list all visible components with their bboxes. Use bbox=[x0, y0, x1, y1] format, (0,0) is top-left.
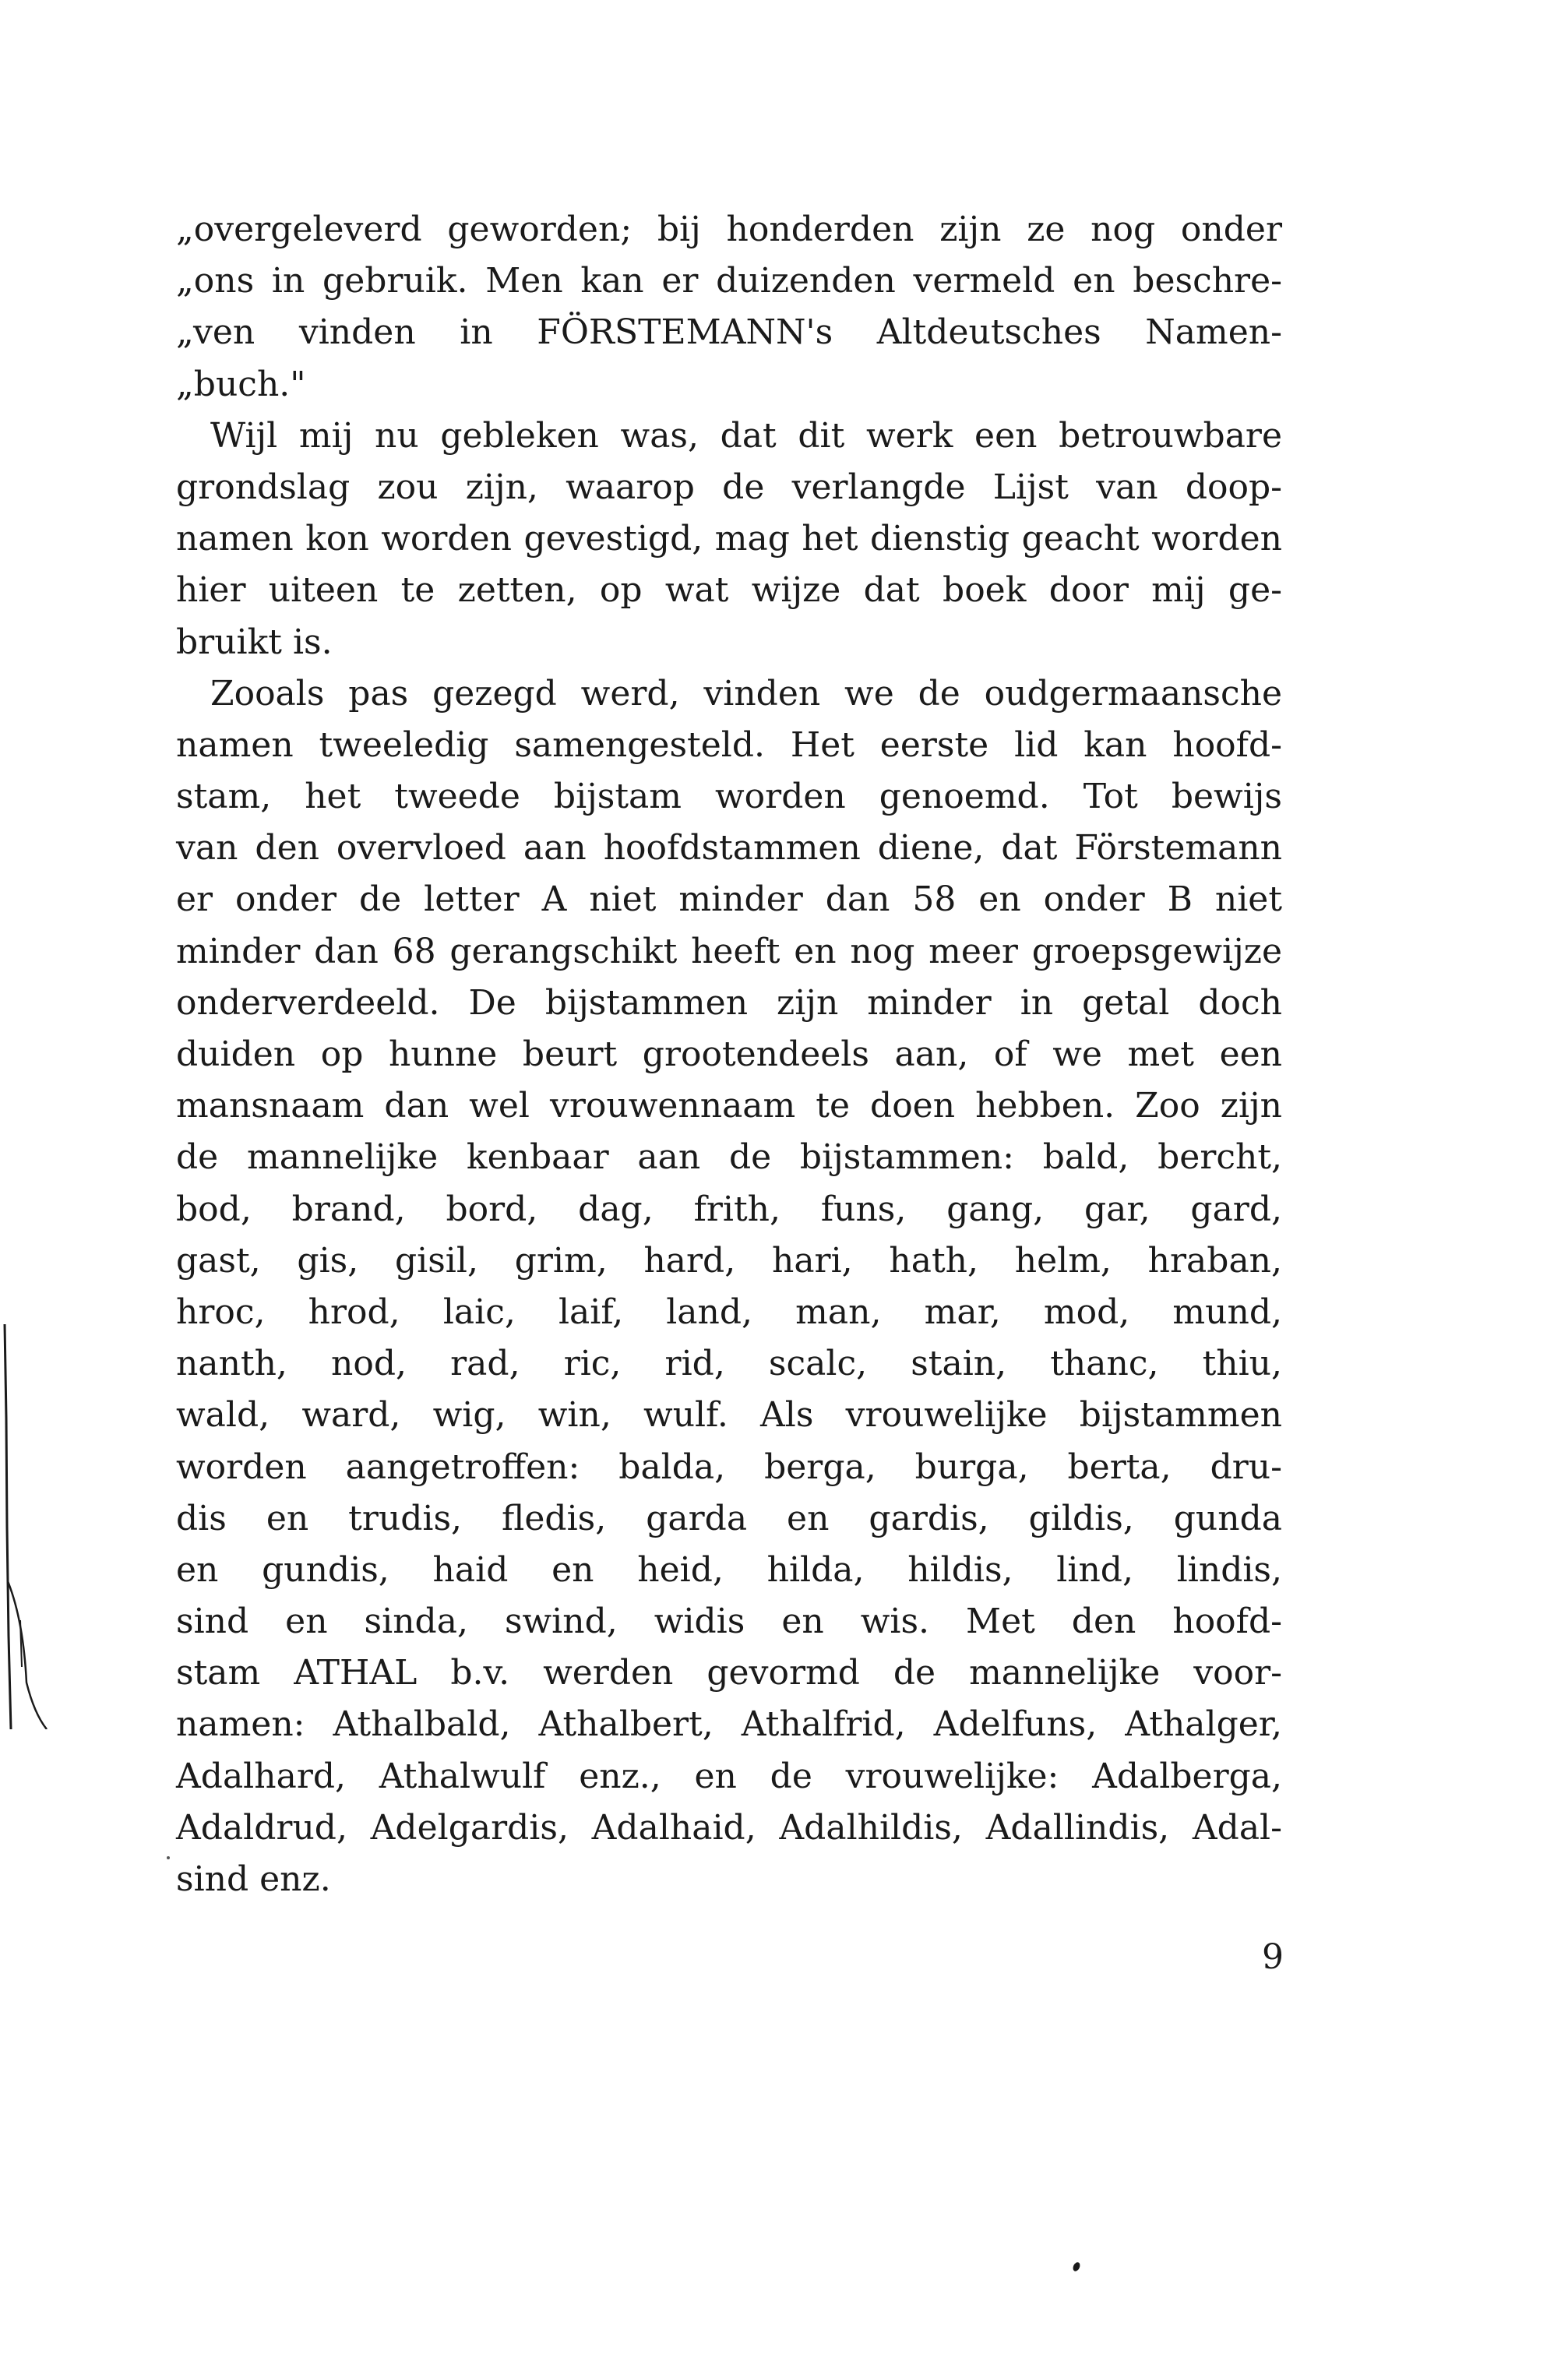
text-line: namen: Athalbald, Athalbert, Athalfrid, Adelfuns, Athalger, bbox=[176, 1704, 1282, 1745]
text-line: sind enz. bbox=[176, 1859, 331, 1899]
text-line: Zooals pas gezegd werd, vinden we de oudgermaansche bbox=[210, 673, 1282, 714]
text-line: onderverdeeld. De bijstammen zijn minder in getal doch bbox=[176, 982, 1282, 1023]
text-line: worden aangetroffen: balda, berga, burga, berta, dru- bbox=[176, 1447, 1282, 1487]
scan-edge-artifact bbox=[0, 1324, 62, 1729]
text-line: hroc, hrod, laic, laif, land, man, mar, mod, mund, bbox=[176, 1292, 1282, 1332]
text-line: er onder de letter A niet minder dan 58 en onder B niet bbox=[176, 879, 1282, 920]
text-line: dis en trudis, fledis, garda en gardis, gildis, gunda bbox=[176, 1498, 1282, 1538]
text-line: Adalhard, Athalwulf enz., en de vrouwelijke: Adalberga, bbox=[176, 1756, 1282, 1796]
body-text bbox=[176, 204, 1282, 1905]
text-line: nanth, nod, rad, ric, rid, scalc, stain, thanc, thiu, bbox=[176, 1344, 1282, 1384]
text-line: namen kon worden gevestigd, mag het dienstig geacht worden bbox=[176, 519, 1282, 559]
scan-mark-tick bbox=[20, 1620, 22, 1667]
text-line: de mannelijke kenbaar aan de bijstammen: bald, bercht, bbox=[176, 1137, 1282, 1178]
text-line: hier uiteen te zetten, op wat wijze dat boek door mij ge- bbox=[176, 570, 1282, 611]
text-line: „overgeleverd geworden; bij honderden zijn ze nog onder bbox=[176, 210, 1282, 249]
page-number: 9 bbox=[1262, 1937, 1284, 1977]
text-line: „buch." bbox=[176, 364, 306, 404]
scan-speck bbox=[1072, 2261, 1081, 2272]
text-line: stam ATHAL b.v. werden gevormd de mannelijke voor- bbox=[176, 1653, 1282, 1693]
text-line: stam, het tweede bijstam worden genoemd. Tot bewijs bbox=[176, 777, 1282, 817]
text-line: „ven vinden in FÖRSTEMANN's Altdeutsches Namen- bbox=[176, 312, 1282, 353]
text-line: wald, ward, wig, win, wulf. Als vrouwelijke bijstammen bbox=[176, 1395, 1282, 1436]
text-line: mansnaam dan wel vrouwennaam te doen hebben. Zoo zijn bbox=[176, 1086, 1282, 1126]
scan-speck bbox=[167, 1856, 170, 1859]
text-line: „ons in gebruik. Men kan er duizenden vermeld en beschre- bbox=[176, 261, 1282, 301]
text-line: en gundis, haid en heid, hilda, hildis, lind, lindis, bbox=[176, 1549, 1282, 1590]
text-line: van den overvloed aan hoofdstammen diene, dat Förstemann bbox=[176, 828, 1282, 869]
text-line: grondslag zou zijn, waarop de verlangde Lijst van doop- bbox=[176, 467, 1282, 507]
text-line: Wijl mij nu gebleken was, dat dit werk een betrouwbare bbox=[210, 415, 1282, 456]
scan-mark-line bbox=[5, 1324, 11, 1729]
text-line: sind en sinda, swind, widis en wis. Met den hoofd- bbox=[176, 1602, 1282, 1642]
text-line: namen tweeledig samengesteld. Het eerste lid kan hoofd- bbox=[176, 724, 1282, 765]
text-line: Adaldrud, Adelgardis, Adalhaid, Adalhildis, Adallindis, Adal- bbox=[176, 1807, 1282, 1848]
scan-mark-curve bbox=[8, 1581, 47, 1729]
text-line: gast, gis, gisil, grim, hard, hari, hath, helm, hraban, bbox=[176, 1240, 1282, 1281]
text-line: bruikt is. bbox=[176, 622, 333, 662]
text-line: bod, brand, bord, dag, frith, funs, gang, gar, gard, bbox=[176, 1189, 1282, 1229]
text-line: minder dan 68 gerangschikt heeft en nog meer groepsgewijze bbox=[176, 931, 1282, 971]
text-line: duiden op hunne beurt grootendeels aan, of we met een bbox=[176, 1034, 1282, 1074]
